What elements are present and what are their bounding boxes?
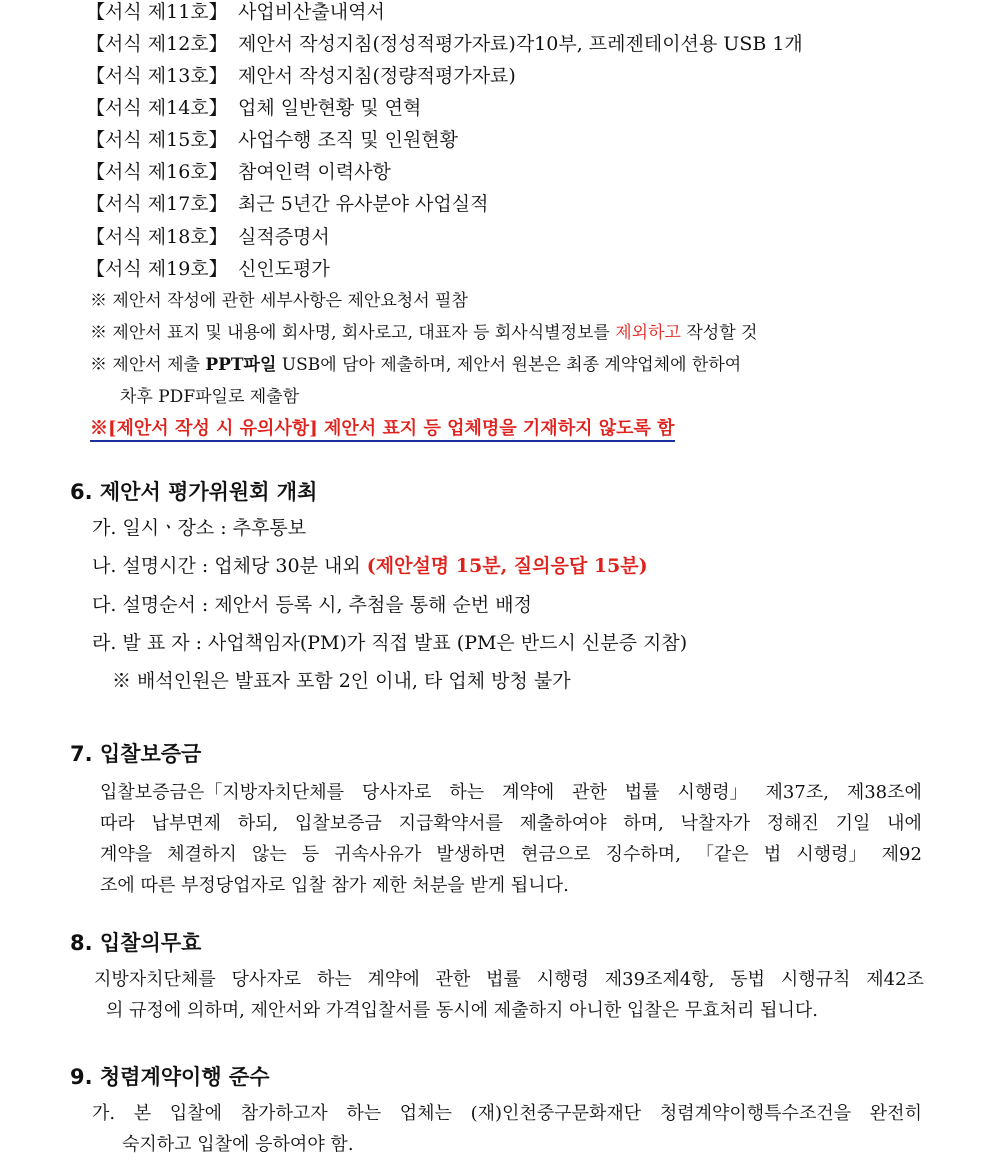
emphasis-text: (제안설명 15분, 질의응답 15분) <box>366 555 648 577</box>
word: 참가하고자 <box>240 1103 328 1124</box>
form-number: 【서식 제11호】 <box>86 1 228 23</box>
form-title: 실적증명서 <box>238 226 330 248</box>
word: 내에 <box>887 813 922 834</box>
form-title: 사업비산출내역서 <box>238 1 385 23</box>
word: 시행령」 <box>796 844 867 865</box>
word: 등 <box>301 844 320 865</box>
word: 현금으로 <box>520 844 591 865</box>
form-title: 사업수행 조직 및 인원현황 <box>238 129 459 151</box>
section-body <box>100 777 922 901</box>
presenter-item: 라. 발 표 자 : 사업책임자(PM)가 직접 발표 (PM은 반드시 신분증 지참) <box>92 632 688 654</box>
note-submission-continued: 차후 PDF파일로 제출함 <box>120 387 300 407</box>
word: 법률 <box>486 969 521 990</box>
paragraph-line <box>100 839 922 870</box>
form-item <box>86 225 330 249</box>
note-submission: ※ 제안서 제출 PPT파일 USB에 담아 제출하며, 제안서 원본은 최종 계약업체에 한하여 <box>90 355 742 375</box>
word: 입찰보증금 <box>294 813 382 834</box>
word: 관한 <box>572 782 607 803</box>
word: 완전히 <box>869 1103 922 1124</box>
word: 제39조제4항, <box>604 969 715 990</box>
section-body <box>94 964 924 1026</box>
word: 징수하며, <box>605 844 681 865</box>
word: 발생하면 <box>436 844 506 865</box>
word: 「같은 <box>696 844 749 865</box>
form-item <box>86 257 330 281</box>
word: 동법 <box>730 969 766 990</box>
duration-item: 나. 설명시간 : 업체당 30분 내외 (제안설명 15분, 질의응답 15분) <box>92 555 648 577</box>
form-item <box>86 128 458 152</box>
word: 시행령」 <box>677 782 748 803</box>
warning-text: ※[제안서 작성 시 유의사항] 제안서 표지 등 업체명을 기재하지 않도록 함 <box>90 418 675 442</box>
order-item: 다. 설명순서 : 제안서 등록 시, 추첨을 통해 순번 배정 <box>92 594 532 616</box>
form-number: 【서식 제14호】 <box>86 97 228 119</box>
paragraph-line: 의 규정에 의하며, 제안서와 가격입찰서를 동시에 제출하지 아니한 입찰은 무효처리 됩니다. <box>106 1000 819 1021</box>
schedule-item: 가. 일시ㆍ장소 : 추후통보 <box>92 517 307 539</box>
word: 계약에 <box>367 969 420 990</box>
form-title: 최근 5년간 유사분야 사업실적 <box>238 193 489 215</box>
word: 법 <box>763 844 782 865</box>
form-item <box>86 96 421 120</box>
word: 시행규칙 <box>780 969 851 990</box>
attendee-note: ※ 배석인원은 발표자 포함 2인 이내, 타 업체 방청 불가 <box>112 670 571 692</box>
word: 하는 <box>449 782 485 803</box>
form-title: 참여인력 이력사항 <box>238 161 391 183</box>
word: 입찰보증금은「지방자치단체를 <box>100 782 345 803</box>
word: 하는 <box>316 969 352 990</box>
form-title: 신인도평가 <box>238 258 330 280</box>
section-heading: 8. 입찰의무효 <box>70 931 202 955</box>
word: 제42조 <box>866 969 924 990</box>
paragraph-line: 숙지하고 입찰에 응하여야 함. <box>122 1134 354 1155</box>
word: 하되, <box>237 813 279 834</box>
word: 귀속사유가 <box>334 844 422 865</box>
word: 본 <box>133 1103 152 1124</box>
form-item <box>86 192 488 216</box>
word: 따라 <box>100 813 135 834</box>
form-number: 【서식 제17호】 <box>86 193 228 215</box>
word: 제출하여야 <box>519 813 607 834</box>
section-heading: 9. 청렴계약이행 준수 <box>70 1065 270 1089</box>
word: 당사자로 <box>231 969 302 990</box>
word: 업체는 <box>399 1103 452 1124</box>
emphasis-text: PPT파일 <box>205 355 277 375</box>
section-body <box>92 1098 922 1160</box>
word: (재)인천중구문화재단 <box>470 1103 642 1124</box>
word: 기일 <box>835 813 871 834</box>
warning-note <box>90 416 675 441</box>
form-number: 【서식 제16호】 <box>86 161 228 183</box>
paragraph-line <box>94 964 924 995</box>
word: 지급확약서를 <box>398 813 503 834</box>
word: 정해진 <box>766 813 819 834</box>
word: 관한 <box>435 969 471 990</box>
word: 법률 <box>624 782 660 803</box>
form-title: 제안서 작성지침(정량적평가자료) <box>238 65 516 87</box>
note-identification: ※ 제안서 표지 및 내용에 회사명, 회사로고, 대표자 등 회사식별정보를 제외하고 작성할 것 <box>90 323 758 343</box>
word: 당사자로 <box>361 782 432 803</box>
section-heading: 6. 제안서 평가위원회 개최 <box>70 480 318 504</box>
note-reference: ※ 제안서 작성에 관한 세부사항은 제안요청서 필참 <box>90 291 468 311</box>
form-number: 【서식 제18호】 <box>86 226 228 248</box>
form-item <box>86 32 803 56</box>
form-number: 【서식 제12호】 <box>86 33 228 55</box>
form-item <box>86 160 391 184</box>
paragraph-line <box>100 808 922 839</box>
form-title: 업체 일반현황 및 연혁 <box>238 97 422 119</box>
word: 시행령 <box>536 969 589 990</box>
form-item <box>86 64 516 88</box>
emphasis-text: 제외하고 <box>615 323 681 343</box>
paragraph-line <box>92 1098 922 1129</box>
word: 계약을 <box>100 844 153 865</box>
paragraph-line <box>100 777 922 808</box>
section-heading: 7. 입찰보증금 <box>70 742 202 766</box>
word: 지방자치단체를 <box>94 969 216 990</box>
word: 계약에 <box>502 782 555 803</box>
word: 하는 <box>346 1103 382 1124</box>
word: 제37조, <box>765 782 829 803</box>
word: 청렴계약이행특수조건을 <box>659 1103 852 1124</box>
word: 않는 <box>251 844 287 865</box>
word: 제92 <box>881 844 922 865</box>
form-number: 【서식 제15호】 <box>86 129 228 151</box>
word: 하며, <box>623 813 664 834</box>
word: 체결하지 <box>167 844 237 865</box>
form-number: 【서식 제19호】 <box>86 258 228 280</box>
form-item <box>86 0 385 24</box>
word: 가. <box>92 1103 116 1124</box>
word: 낙찰자가 <box>680 813 751 834</box>
form-title: 제안서 작성지침(정성적평가자료)각10부, 프레젠테이션용 USB 1개 <box>238 33 803 55</box>
word: 제38조에 <box>846 782 922 803</box>
form-number: 【서식 제13호】 <box>86 65 228 87</box>
word: 입찰에 <box>169 1103 223 1124</box>
paragraph-line: 조에 따른 부정당업자로 입찰 참가 제한 처분을 받게 됩니다. <box>100 875 569 896</box>
word: 납부면제 <box>151 813 222 834</box>
